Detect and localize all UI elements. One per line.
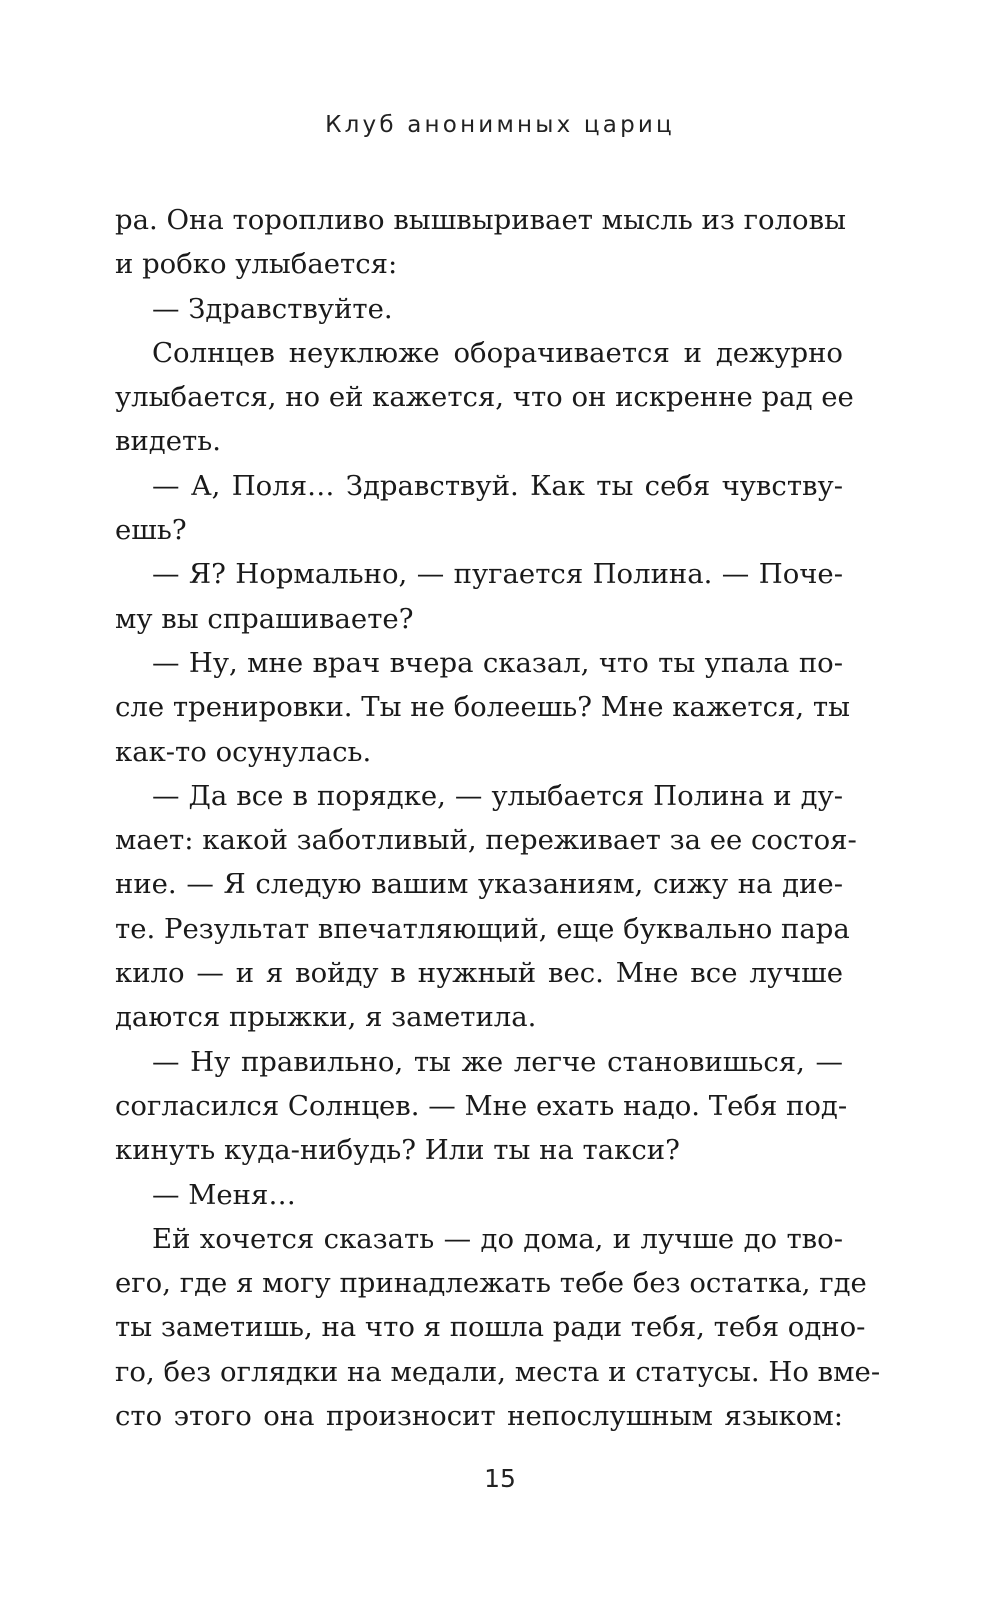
text-line: даются прыжки, я заметила. [115, 1001, 537, 1034]
text-line: Солнцев неуклюже оборачивается и дежурно [152, 336, 843, 369]
text-line: — А, Поля… Здравствуй. Как ты себя чувству- [152, 469, 843, 502]
text-line: — Ну, мне врач вчера сказал, что ты упала по- [152, 646, 843, 679]
body-text [115, 198, 881, 1438]
text-line: улыбается, но ей кажется, что он искренне рад ее [115, 381, 854, 414]
text-line: — Меня… [152, 1178, 296, 1211]
text-line: его, где я могу принадлежать тебе без остатка, где [115, 1267, 867, 1300]
text-line: и робко улыбается: [115, 248, 398, 281]
text-line: ешь? [115, 514, 187, 547]
running-head: Клуб анонимных цариц [325, 112, 675, 138]
text-line: — Здравствуйте. [152, 292, 393, 325]
text-line: мает: какой заботливый, переживает за ее состоя- [115, 824, 857, 857]
text-line: сто этого она произносит непослушным языком: [115, 1400, 843, 1433]
text-line: ра. Она торопливо вышвыривает мысль из головы [115, 204, 846, 236]
text-line: — Ну правильно, ты же легче становишься, — [152, 1045, 843, 1078]
text-line: согласился Солнцев. — Мне ехать надо. Тебя под- [115, 1089, 848, 1122]
text-line: ты заметишь, на что я пошла ради тебя, тебя одно- [115, 1311, 866, 1344]
text-line: Ей хочется сказать — до дома, и лучше до тво- [152, 1222, 843, 1255]
page-number: 15 [484, 1464, 516, 1493]
text-line: сле тренировки. Ты не болеешь? Мне кажется, ты [115, 691, 850, 724]
text-line: — Я? Нормально, — пугается Полина. — Поче- [152, 558, 843, 591]
text-line: те. Результат впечатляющий, еще буквально пара [115, 912, 850, 945]
text-line: кинуть куда-нибудь? Или ты на такси? [115, 1134, 680, 1167]
text-line: кило — и я войду в нужный вес. Мне все лучше [115, 957, 843, 990]
text-line: го, без оглядки на медали, места и статусы. Но вме- [115, 1355, 881, 1388]
text-line: видеть. [115, 425, 221, 458]
text-line: ние. — Я следую вашим указаниям, сижу на дие- [115, 868, 843, 901]
text-line: му вы спрашиваете? [115, 602, 414, 635]
text-line: — Да все в порядке, — улыбается Полина и ду- [152, 779, 843, 812]
text-line: как-то осунулась. [115, 735, 372, 768]
